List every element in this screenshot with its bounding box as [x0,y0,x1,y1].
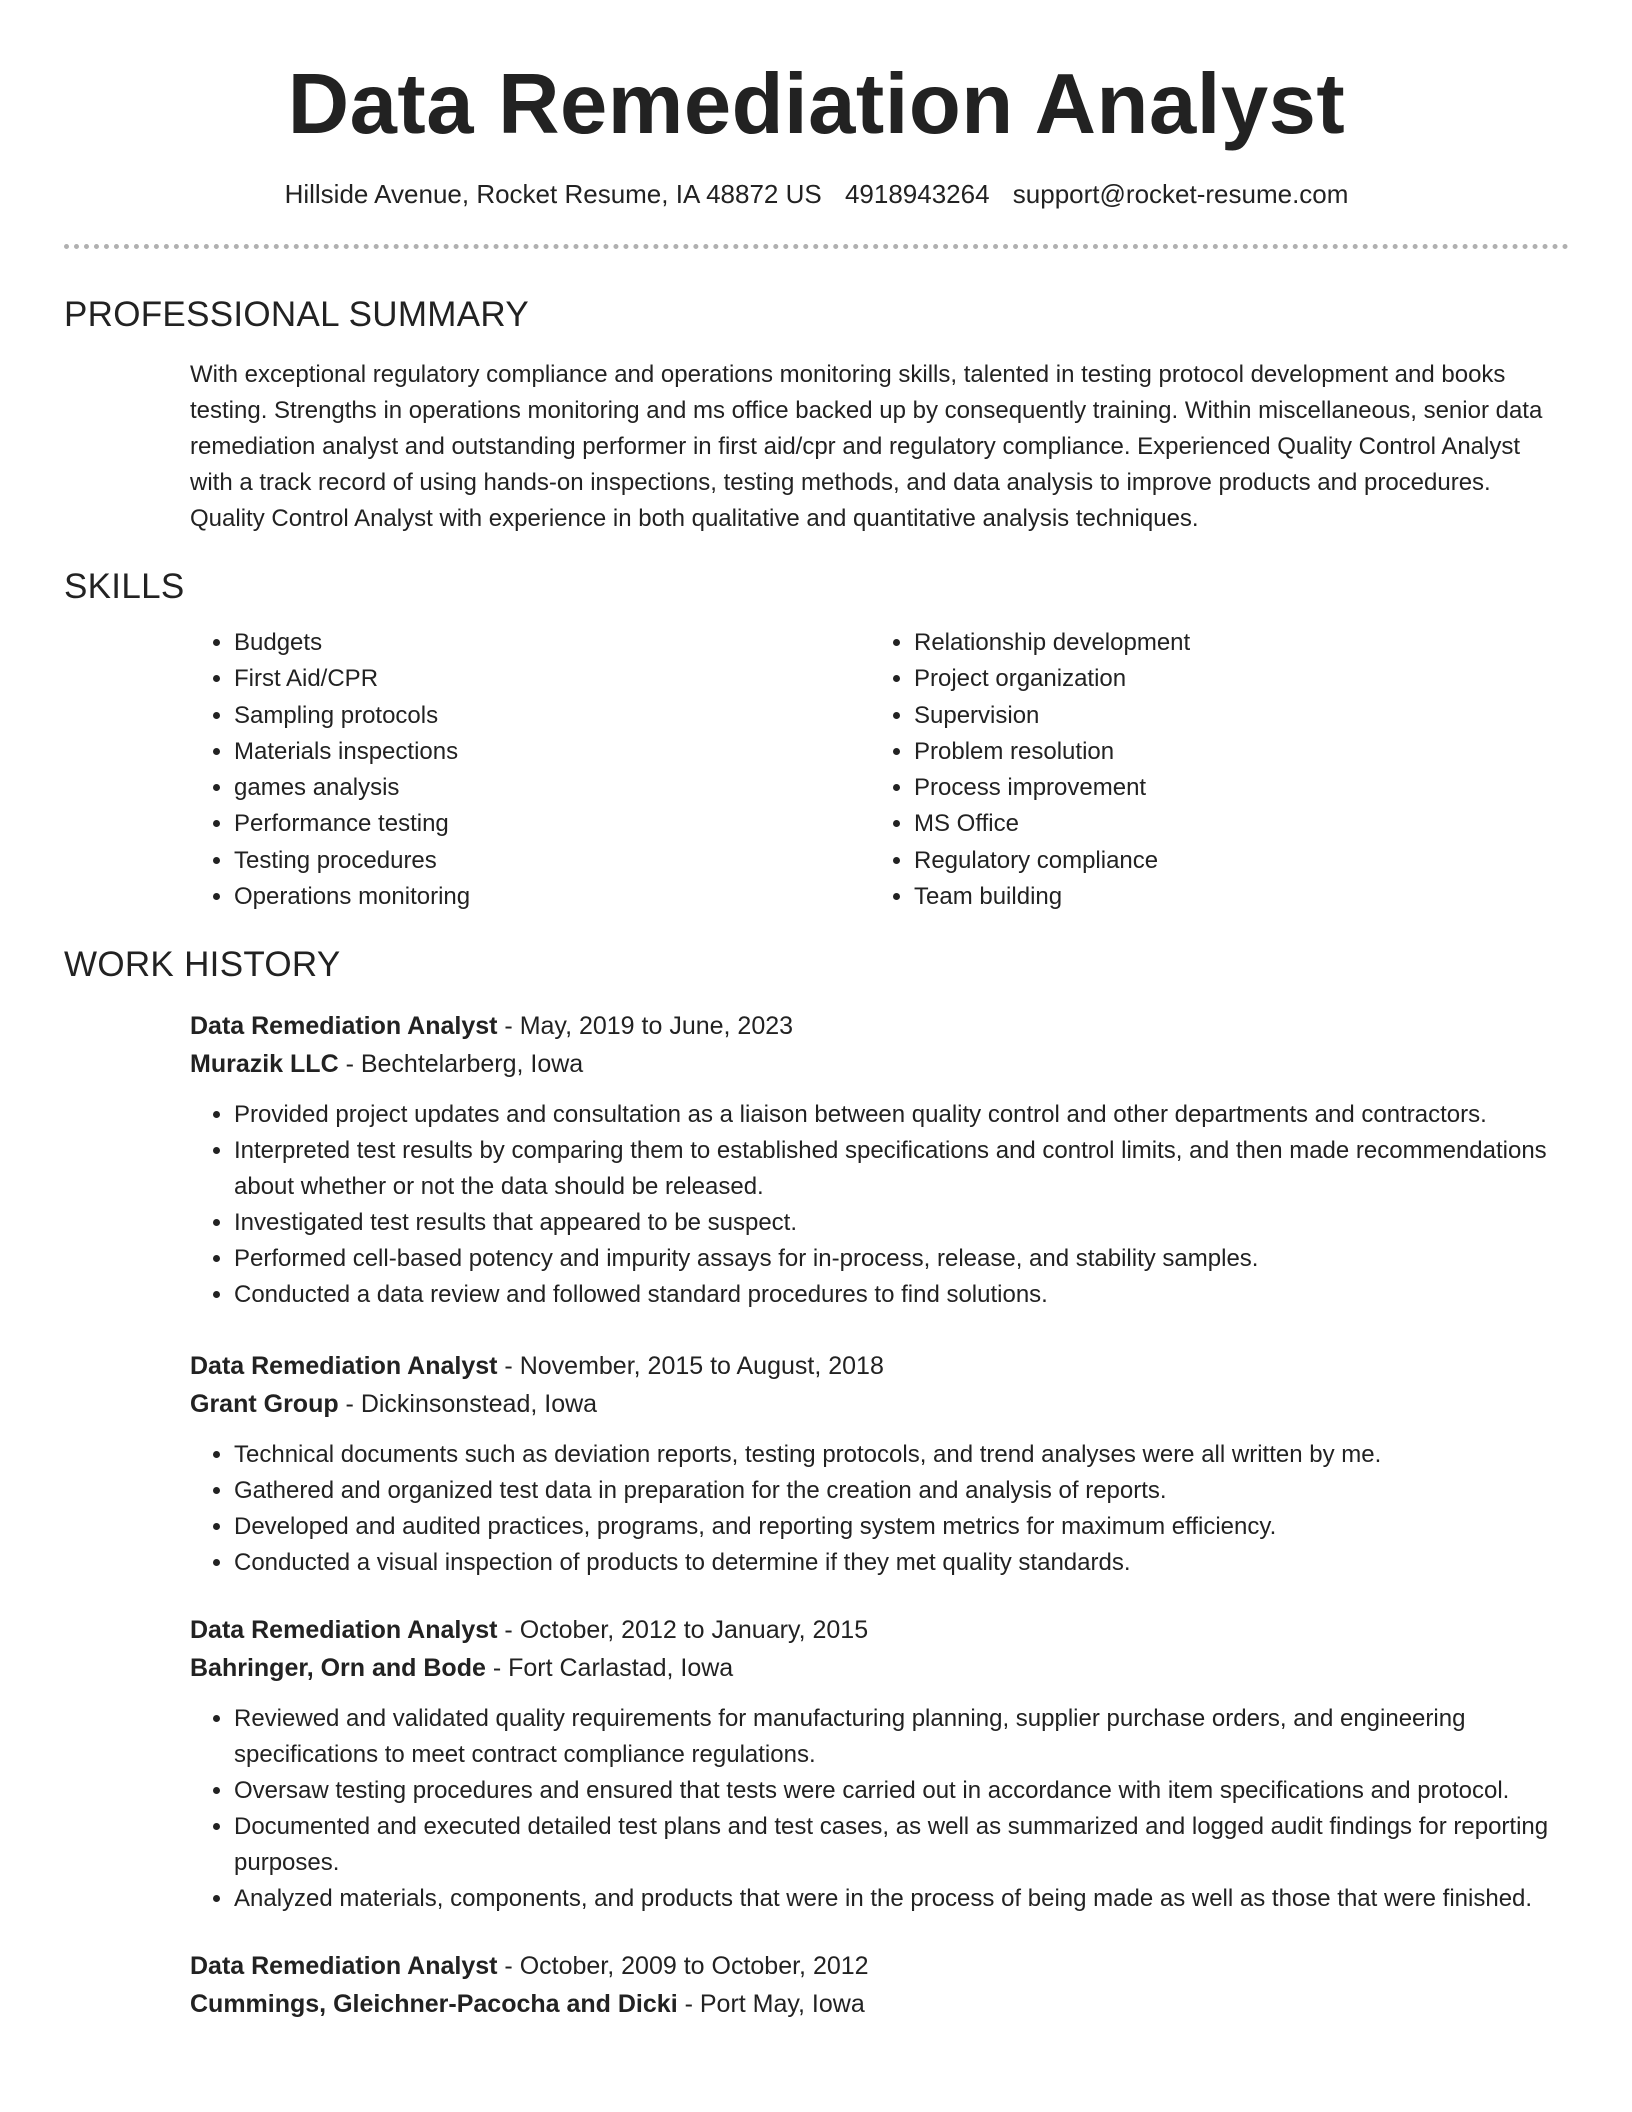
job-bullet: • Provided project updates and consultation as a liaison between quality control and other departments and contractors. [234,1097,1569,1133]
job-title-line [190,1947,1569,1985]
skill-item: • games analysis [234,770,870,806]
skill-item: • Project organization [914,661,1190,697]
job-location: Fort Carlastad, Iowa [508,1654,734,1683]
job-bullet: • Analyzed materials, components, and products that were in the process of being made as well as those that were finished. [234,1881,1569,1917]
summary-heading: PROFESSIONAL SUMMARY [64,295,529,334]
job-dates: May, 2019 to June, 2023 [519,1012,794,1041]
job-bullet: • Reviewed and validated quality requirements for manufacturing planning, supplier purchase orders, and engineering specifications to meet contract compliance regulations. [234,1701,1569,1773]
job-company-line [190,1649,1569,1687]
job-title: Data Remediation Analyst [190,1352,498,1381]
job-entry [190,1007,1569,1313]
job-separator: - [485,1654,509,1683]
job-separator: - [338,1050,361,1079]
job-bullets [190,1437,1569,1581]
skill-item: • Regulatory compliance [914,843,1190,879]
job-bullet: • Gathered and organized test data in preparation for the creation and analysis of reports. [234,1473,1569,1509]
job-title-line [190,1611,1569,1649]
skill-item: • First Aid/CPR [234,661,870,697]
job-bullet: • Documented and executed detailed test plans and test cases, as well as summarized and logged audit findings for reporting purposes. [234,1809,1569,1881]
candidate-name: Data Remediation Analyst [287,57,1346,152]
skill-item: • Process improvement [914,770,1190,806]
skill-item: • Team building [914,879,1190,915]
job-title: Data Remediation Analyst [190,1616,498,1645]
job-company: Cummings, Gleichner-Pacocha and Dicki [190,1990,678,2019]
job-location: Dickinsonstead, Iowa [360,1390,598,1419]
resume-page [64,0,1569,2023]
job-title: Data Remediation Analyst [190,1012,498,1041]
job-dates: November, 2015 to August, 2018 [519,1352,884,1381]
job-bullet: • Conducted a data review and followed standard procedures to find solutions. [234,1277,1569,1313]
job-company: Grant Group [190,1390,339,1419]
skill-item: • Relationship development [914,625,1190,661]
skill-item: • MS Office [914,806,1190,842]
skills-column-right [870,625,1190,915]
job-dates: October, 2009 to October, 2012 [519,1952,869,1981]
summary-text: With exceptional regulatory compliance and operations monitoring skills, talented in testing protocol development and books testing. Strengths in operations monitoring and ms office backed up by consequently training. Within miscellaneous, senior data remediation analyst and outstanding performer in first aid/cpr and regulatory compliance. Experienced Quality Control Analyst with a track record of using hands-on inspections, testing methods, and data analysis to improve products and procedures. Quality Control Analyst with experience in both qualitative and quantitative analysis techniques. [190,361,1543,532]
skill-item: • Supervision [914,698,1190,734]
contact-address: Hillside Avenue, Rocket Resume, IA 48872 US [284,179,822,209]
job-company-line [190,1045,1569,1083]
job-bullet: • Performed cell-based potency and impurity assays for in-process, release, and stability samples. [234,1241,1569,1277]
job-location: Port May, Iowa [699,1990,865,2019]
job-title-line [190,1007,1569,1045]
skill-item: • Problem resolution [914,734,1190,770]
job-separator: - [677,1990,700,2019]
job-company: Murazik LLC [190,1050,339,1079]
job-company: Bahringer, Orn and Bode [190,1654,486,1683]
header-divider [64,244,1569,249]
job-entry [190,1347,1569,1581]
job-company-line [190,1985,1569,2023]
job-separator: - [497,1616,520,1645]
job-bullet: • Conducted a visual inspection of products to determine if they met quality standards. [234,1545,1569,1581]
skill-item: • Performance testing [234,806,870,842]
job-bullet: • Interpreted test results by comparing them to established specifications and control limits, and then made recommendations about whether or not the data should be released. [234,1133,1569,1205]
job-title: Data Remediation Analyst [190,1952,498,1981]
job-entry [190,1947,1569,2023]
job-bullet: • Technical documents such as deviation reports, testing protocols, and trend analyses were all written by me. [234,1437,1569,1473]
skill-item: • Testing procedures [234,843,870,879]
job-separator: - [338,1390,361,1419]
job-company-line [190,1385,1569,1423]
job-bullets [190,1097,1569,1313]
job-location: Bechtelarberg, Iowa [360,1050,584,1079]
job-dates: October, 2012 to January, 2015 [519,1616,869,1645]
skills-list [190,625,1569,915]
skills-column-left [190,625,870,915]
job-title-line [190,1347,1569,1385]
skill-item: • Operations monitoring [234,879,870,915]
job-bullet: • Oversaw testing procedures and ensured that tests were carried out in accordance with item specifications and protocol. [234,1773,1569,1809]
skills-heading: SKILLS [64,567,185,606]
job-separator: - [497,1012,520,1041]
job-bullets [190,1701,1569,1917]
work-history-heading: WORK HISTORY [64,945,341,985]
contact-phone: 4918943264 [844,179,990,209]
job-separator: - [497,1352,520,1381]
skill-item: • Sampling protocols [234,698,870,734]
skill-item: • Budgets [234,625,870,661]
job-bullet: • Developed and audited practices, programs, and reporting system metrics for maximum efficiency. [234,1509,1569,1545]
contact-email[interactable]: support@rocket-resume.com [1012,179,1349,209]
job-entry [190,1611,1569,1917]
job-separator: - [497,1952,520,1981]
contact-line [64,177,1569,211]
job-bullet: • Investigated test results that appeared to be suspect. [234,1205,1569,1241]
skill-item: • Materials inspections [234,734,870,770]
